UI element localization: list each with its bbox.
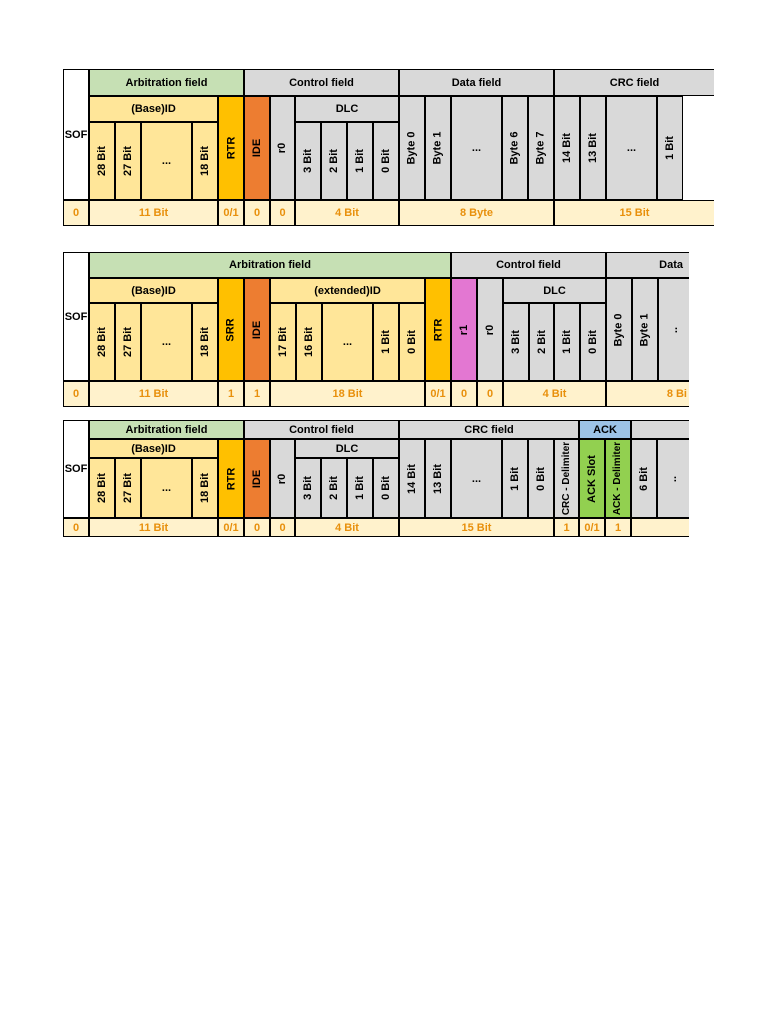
r1-size: 0: [451, 381, 477, 407]
eof-size: [631, 518, 689, 537]
dlc-header: DLC: [295, 439, 399, 458]
id27-cell: [115, 122, 141, 200]
ide-size: 0: [244, 518, 270, 537]
id28-cell: [89, 458, 115, 518]
rtr-cell: [425, 278, 451, 381]
rtr-cell: [218, 439, 244, 518]
rtr-cell: [218, 96, 244, 200]
byte7-cell: [528, 96, 554, 200]
dlc1-cell: [554, 303, 580, 381]
crc13-cell: [425, 439, 451, 518]
id28-label: 28 Bit: [96, 327, 108, 357]
crc14-label: 14 Bit: [561, 133, 573, 163]
id18-cell: [192, 122, 218, 200]
id18-label: 18 Bit: [199, 327, 211, 357]
byte0-cell: [399, 96, 425, 200]
id28-cell: [89, 122, 115, 200]
sof-size: 0: [63, 518, 89, 537]
ext-size: 18 Bit: [270, 381, 425, 407]
r0-label: r0: [484, 324, 496, 335]
arbitration-field-header: Arbitration field: [89, 69, 244, 96]
crc14-cell: [399, 439, 425, 518]
ack-slot-size: 0/1: [579, 518, 605, 537]
srr-label: SRR: [224, 317, 237, 342]
crc14-label: 14 Bit: [406, 463, 418, 494]
srr-size: 1: [218, 381, 244, 407]
data-field-header: Data field: [399, 69, 554, 96]
sof-cell: SOF: [63, 69, 89, 200]
rtr-label: RTR: [224, 136, 237, 160]
extended-id-header: (extended)ID: [270, 278, 425, 303]
dlc3-label: 3 Bit: [510, 330, 522, 354]
id-ellipsis-cell: ...: [141, 122, 192, 200]
ide-size: 1: [244, 381, 270, 407]
data-size: 8 Byte: [399, 200, 554, 226]
crc-ellipsis-cell: ...: [606, 96, 657, 200]
rtr-label: RTR: [224, 467, 237, 490]
byte6-label: Byte 6: [509, 131, 521, 165]
r0-size: 0: [270, 200, 295, 226]
dlc3-label: 3 Bit: [302, 149, 314, 173]
crc-delimiter-cell: [554, 439, 579, 518]
eof-ellipsis-label: ..: [667, 475, 680, 482]
ack-delimiter-label: ACK - Delimiter: [612, 441, 624, 516]
crc0-label: 0 Bit: [535, 466, 547, 491]
dlc1-label: 1 Bit: [561, 330, 573, 354]
ide-label: IDE: [251, 138, 263, 158]
ack-slot-cell: [579, 439, 605, 518]
base-id-header: (Base)ID: [89, 439, 218, 458]
dlc3-label: 3 Bit: [302, 476, 314, 500]
crc1-cell: [657, 96, 683, 200]
id-size: 11 Bit: [89, 200, 218, 226]
crc-size: 15 Bit: [554, 200, 714, 226]
rtr-size: 0/1: [218, 518, 244, 537]
id18-label: 18 Bit: [199, 146, 211, 176]
data-ellipsis-label: ..: [668, 326, 680, 333]
r1-cell: [451, 278, 477, 381]
crc1-cell: [502, 439, 528, 518]
dlc1-cell: [347, 122, 373, 200]
ext16-cell: [296, 303, 322, 381]
byte7-label: Byte 7: [535, 131, 547, 165]
id27-cell: [115, 303, 141, 381]
dlc1-label: 1 Bit: [354, 476, 366, 500]
dlc3-cell: [503, 303, 529, 381]
ide-cell: [244, 278, 270, 381]
byte0-label: Byte 0: [406, 131, 418, 165]
ack-delimiter-cell: [605, 439, 631, 518]
byte6-cell: [502, 96, 528, 200]
control-field-header: Control field: [244, 420, 399, 439]
rtr-size: 0/1: [218, 200, 244, 226]
dlc0-cell: [373, 458, 399, 518]
id28-label: 28 Bit: [96, 473, 108, 503]
ext0-label: 0 Bit: [406, 330, 418, 354]
id18-cell: [192, 458, 218, 518]
ext17-label: 17 Bit: [277, 327, 289, 357]
dlc-header: DLC: [295, 96, 399, 122]
crc-size: 15 Bit: [399, 518, 554, 537]
r0-label: r0: [276, 473, 289, 484]
srr-cell: [218, 278, 244, 381]
dlc2-label: 2 Bit: [535, 330, 548, 354]
id-size: 11 Bit: [89, 381, 218, 407]
sof-size: 0: [63, 200, 89, 226]
can-remote-frame-table: [63, 420, 683, 537]
data-field-header: Data: [606, 252, 689, 278]
id27-label: 27 Bit: [122, 146, 134, 176]
crc13-label: 13 Bit: [587, 133, 599, 163]
eof-ellipsis-cell: [657, 439, 689, 518]
r0-cell: [270, 96, 295, 200]
crc-field-header: CRC field: [554, 69, 714, 96]
arbitration-field-header: Arbitration field: [89, 420, 244, 439]
data-size: 8 Bi: [606, 381, 689, 407]
ack-slot-label: ACK Slot: [586, 454, 599, 503]
id27-label: 27 Bit: [122, 473, 134, 503]
dlc-size: 4 Bit: [503, 381, 606, 407]
ide-cell: [244, 96, 270, 200]
ext0-cell: [399, 303, 425, 381]
crc-field-header: CRC field: [399, 420, 579, 439]
id-size: 11 Bit: [89, 518, 218, 537]
ide-size: 0: [244, 200, 270, 226]
arbitration-field-header: Arbitration field: [89, 252, 451, 278]
dlc0-label: 0 Bit: [380, 476, 392, 500]
r0-cell: [477, 278, 503, 381]
r1-label: r1: [458, 324, 470, 335]
ext16-label: 16 Bit: [303, 327, 315, 357]
byte1-label: Byte 1: [639, 312, 651, 347]
rtr-label: RTR: [431, 318, 444, 341]
rtr-size: 0/1: [425, 381, 451, 407]
base-id-header: (Base)ID: [89, 96, 218, 122]
data-ellipsis-cell: [658, 278, 689, 381]
dlc0-cell: [580, 303, 606, 381]
r0-label: r0: [276, 142, 289, 154]
dlc0-label: 0 Bit: [587, 330, 599, 354]
sof-size: 0: [63, 381, 89, 407]
r0-size: 0: [270, 518, 295, 537]
crc1-label: 1 Bit: [509, 466, 521, 491]
ack-header: ACK: [579, 420, 631, 439]
crc13-cell: [580, 96, 606, 200]
can-base-frame-table: [63, 69, 710, 226]
dlc3-cell: [295, 122, 321, 200]
sof-cell: SOF: [63, 252, 89, 381]
eof6-cell: [631, 439, 657, 518]
data-ellipsis-cell: ...: [451, 96, 502, 200]
crc14-cell: [554, 96, 580, 200]
dlc0-label: 0 Bit: [380, 149, 392, 173]
dlc-header: DLC: [503, 278, 606, 303]
id-ellipsis-cell: ...: [141, 458, 192, 518]
id18-cell: [192, 303, 218, 381]
crc13-label: 13 Bit: [432, 463, 444, 494]
dlc2-label: 2 Bit: [328, 476, 340, 500]
ext1-cell: [373, 303, 399, 381]
crc1-label: 1 Bit: [664, 136, 676, 160]
id28-label: 28 Bit: [96, 146, 108, 176]
byte1-cell: [632, 278, 658, 381]
ack-delimiter-size: 1: [605, 518, 631, 537]
dlc-size: 4 Bit: [295, 518, 399, 537]
ide-label: IDE: [251, 469, 263, 488]
ext-ellipsis-cell: ...: [322, 303, 373, 381]
dlc2-label: 2 Bit: [328, 149, 340, 173]
byte1-label: Byte 1: [432, 131, 444, 165]
id27-label: 27 Bit: [122, 327, 134, 357]
id18-label: 18 Bit: [199, 473, 211, 503]
dlc0-cell: [373, 122, 399, 200]
r0-cell: [270, 439, 295, 518]
control-field-header: Control field: [244, 69, 399, 96]
dlc1-label: 1 Bit: [354, 149, 366, 173]
base-id-header: (Base)ID: [89, 278, 218, 303]
ide-cell: [244, 439, 270, 518]
crc0-cell: [528, 439, 554, 518]
id-ellipsis-cell: ...: [141, 303, 192, 381]
id28-cell: [89, 303, 115, 381]
dlc2-cell: [321, 458, 347, 518]
sof-cell: SOF: [63, 420, 89, 518]
ext17-cell: [270, 303, 296, 381]
dlc3-cell: [295, 458, 321, 518]
dlc2-cell: [529, 303, 554, 381]
control-field-header: Control field: [451, 252, 606, 278]
eof-header: [631, 420, 689, 439]
byte1-cell: [425, 96, 451, 200]
dlc-size: 4 Bit: [295, 200, 399, 226]
ext1-label: 1 Bit: [380, 330, 392, 354]
crc-delimiter-size: 1: [554, 518, 579, 537]
ide-label: IDE: [251, 320, 263, 339]
id27-cell: [115, 458, 141, 518]
crc-ellipsis-cell: ...: [451, 439, 502, 518]
eof6-label: 6 Bit: [638, 466, 650, 491]
dlc2-cell: [321, 122, 347, 200]
can-extended-frame-table: [63, 252, 687, 407]
crc-delimiter-label: CRC - Delimiter: [561, 441, 573, 516]
byte0-cell: [606, 278, 632, 381]
byte0-label: Byte 0: [613, 312, 625, 347]
r0-size: 0: [477, 381, 503, 407]
dlc1-cell: [347, 458, 373, 518]
